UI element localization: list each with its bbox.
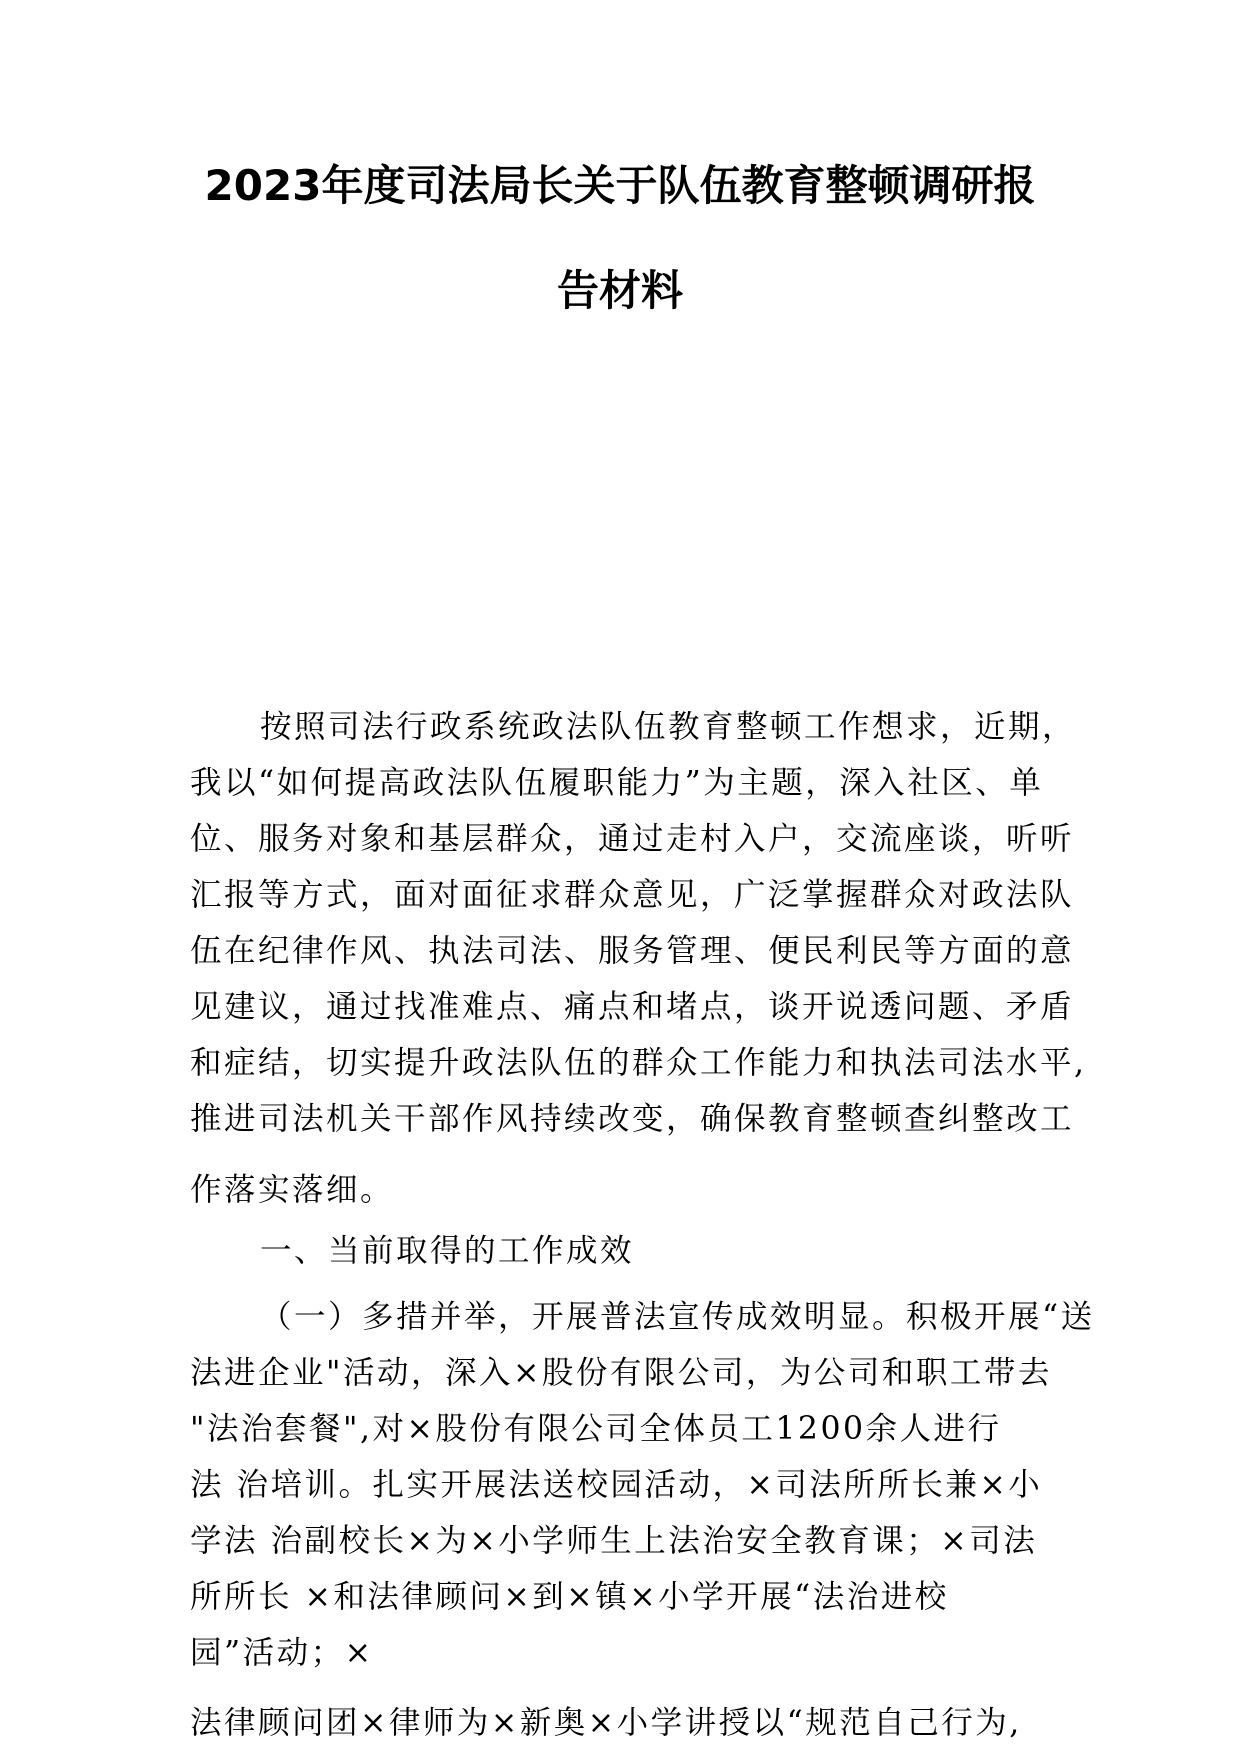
body-line: 法进企业"活动，深入×股份有限公司，为公司和职工带去 — [190, 1355, 1052, 1391]
body-line: 所所长 ×和法律顾问×到×镇×小学开展“法治进校 — [190, 1579, 949, 1615]
body-line: 园”活动；× — [190, 1635, 374, 1671]
body-line: 按照司法行政系统政法队伍教育整顿工作想求，近期， — [260, 709, 1077, 745]
document-title-line-2: 告材料 — [556, 266, 683, 315]
body-line: （一）多措并举，开展普法宣传成效明显。积极开展“送 — [260, 1299, 1095, 1335]
body-line: 和症结，切实提升政法队伍的群众工作能力和执法司法水平, — [190, 1045, 1087, 1081]
body-line: 见建议，通过找准难点、痛点和堵点，谈开说透问题、矛盾 — [190, 989, 1075, 1025]
body-line: 学法 治副校长×为×小学师生上法治安全教育课；×司法 — [190, 1523, 1038, 1559]
body-line: 伍在纪律作风、执法司法、服务管理、便民利民等方面的意 — [190, 933, 1075, 969]
body-line: 法 治培训。扎实开展法送校园活动，×司法所所长兼×小 — [190, 1467, 1043, 1503]
body-line: 作落实落细。 — [190, 1172, 395, 1208]
section-heading: 一、当前取得的工作成效 — [260, 1233, 635, 1269]
body-line: 位、服务对象和基层群众，通过走村入户，交流座谈，听听 — [190, 821, 1075, 857]
body-line: "法治套餐",对×股份有限公司全体员工1200余人进行 — [190, 1411, 1002, 1447]
body-line: 推进司法机关干部作风持续改变，确保教育整顿查纠整改工 — [190, 1101, 1075, 1137]
body-line: 我以“如何提高政法队伍履职能力”为主题，深入社区、单 — [190, 765, 1044, 801]
document-title-line-1: 2023年度司法局长关于队伍教育整顿调研报 — [204, 161, 1036, 210]
body-line: 法律顾问团×律师为×新奥×小学讲授以“规范自己行为, — [190, 1705, 1022, 1741]
body-line: 汇报等方式，面对面征求群众意见，广泛掌握群众对政法队 — [190, 877, 1075, 913]
